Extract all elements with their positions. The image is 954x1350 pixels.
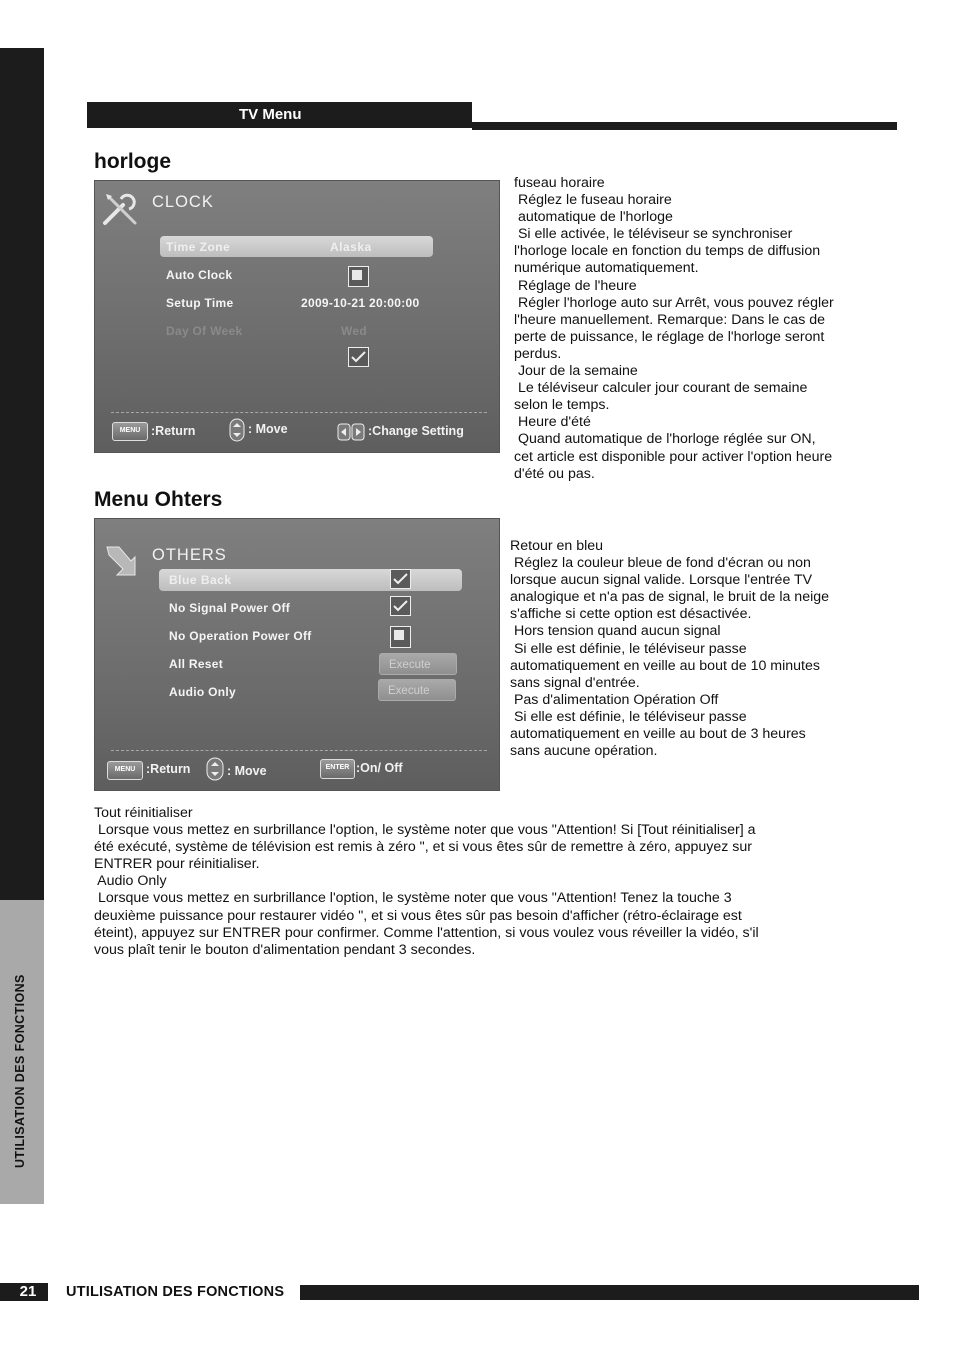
blue-back-row[interactable] [159,569,462,591]
time-zone-row[interactable] [160,236,433,257]
clock-description-line: l'heure manuellement. Remarque: Dans le cas de [514,311,826,328]
others-description-line: s'affiche si cette option est désactivée. [510,606,752,623]
reset-audio-description-line: deuxième puissance pour restaurer vidéo ", et si vous êtes sûr pas besoin d'afficher (rétro-éclairage est [94,907,742,924]
clock-description-line: perdus. [514,345,562,362]
reset-audio-description-line: été exécuté, système de télévision est remis à zéro ", et si vous êtes sûr de remettre à zéro, appuyez sur [94,839,752,856]
clock-description-line: numérique automatiquement. [514,260,699,277]
blue-back-label: Blue Back [169,573,232,587]
clock-description-line: cet article est disponible pour activer l'option heure [514,448,833,465]
all-reset-execute-button[interactable]: Execute [379,653,457,675]
sidebar-vertical-label: UTILISATION DES FONCTIONS [13,974,27,1168]
others-description-line: automatiquement en veille au bout de 10 minutes [510,657,820,674]
footer-title: UTILISATION DES FONCTIONS [66,1284,285,1300]
others-move-hint: : Move [227,764,267,778]
clock-description [514,175,834,483]
setup-time-value[interactable]: 2009-10-21 20:00:00 [301,296,420,310]
sidebar-dark-band [0,48,44,900]
audio-only-execute-button[interactable]: Execute [378,679,456,701]
clock-description-line: Réglage de l'heure [514,277,637,294]
others-description-line: Pas d'alimentation Opération Off [510,691,719,708]
others-description-line: Hors tension quand aucun signal [510,623,721,640]
clock-description-line: fuseau horaire [514,175,605,191]
clock-footer-divider [111,412,487,413]
others-description-line: Réglez la couleur bleue de fond d'écran ou non [510,555,811,572]
others-description-line: lorsque aucun signal valide. Lorsque l'entrée TV [510,572,813,589]
clock-change-hint: :Change Setting [368,424,464,438]
others-description [510,538,829,760]
others-description-line: sans signal d'entrée. [510,674,640,691]
enter-key-icon: ENTER [320,759,355,779]
clock-menu-title: CLOCK [152,193,214,211]
clock-description-line: automatique de l'horloge [514,209,673,226]
updown-key-icon [229,418,245,447]
others-description-line: Si elle est définie, le téléviseur passe [510,708,747,725]
others-menu-title: OTHERS [152,546,227,564]
reset-audio-description-line: Lorsque vous mettez en surbrillance l'option, le système noter que vous "Attention! Si [Tout réinitialiser] a [94,822,756,839]
time-zone-label: Time Zone [166,240,231,254]
clock-description-line: selon le temps. [514,397,610,414]
clock-return-hint: :Return [151,424,196,438]
page-number: 21 [0,1283,48,1301]
reset-audio-description-line: éteint), appuyez sur ENTRER pour confirmer. Comme l'attention, si vous voulez vous réveiller la vidéo, s'il [94,924,759,941]
others-description-line: sans aucune opération. [510,743,658,760]
clock-description-line: Heure d'été [514,414,591,431]
clock-menu-screen [94,180,500,453]
audio-only-label: Audio Only [169,685,236,699]
clock-description-line: Réglez le fuseau horaire [514,192,672,209]
no-operation-power-off-label: No Operation Power Off [169,629,312,643]
clock-heading: horloge [94,150,171,173]
day-of-week-value: Wed [341,324,368,338]
updown-key-icon [206,757,224,786]
clock-description-line: Le téléviseur calculer jour courant de semaine [514,380,808,397]
menu-key-icon: MENU [112,422,148,441]
menu-key-icon: MENU [107,761,143,780]
no-operation-power-off-checkbox[interactable] [390,626,411,648]
others-description-line: Si elle est définie, le téléviseur passe [510,640,747,657]
daylight-saving-checkbox[interactable] [348,347,369,367]
others-arrow-icon [105,543,139,584]
reset-audio-description-line: Tout réinitialiser [94,805,193,821]
header-tab [87,102,472,128]
footer-rule [300,1285,919,1300]
others-description-line: automatiquement en veille au bout de 3 heures [510,726,806,743]
reset-audio-description-line: ENTRER pour réinitialiser. [94,856,260,873]
others-menu-screen [94,518,500,791]
others-heading: Menu Ohters [94,488,223,511]
no-signal-power-off-label: No Signal Power Off [169,601,291,615]
clock-description-line: Jour de la semaine [514,363,638,380]
reset-audio-description [94,805,759,959]
clock-description-line: Quand automatique de l'horloge réglée sur ON, [514,431,816,448]
others-description-line: analogique et n'a pas de signal, le bruit de la neige [510,589,830,606]
day-of-week-label: Day Of Week [166,324,243,338]
setup-time-label: Setup Time [166,296,234,310]
others-onoff-hint: :On/ Off [356,761,403,775]
reset-audio-description-line: vous plaît tenir le bouton d'alimentation pendant 3 secondes. [94,941,476,958]
clock-description-line: Si elle activée, le téléviseur se synchroniser [514,226,793,243]
no-signal-power-off-checkbox[interactable] [390,596,411,616]
clock-description-line: d'été ou pas. [514,465,595,482]
others-footer-divider [111,750,487,751]
tools-icon [101,189,141,234]
others-return-hint: :Return [146,762,191,776]
others-description-line: Retour en bleu [510,538,604,554]
header-rule [472,122,897,130]
reset-audio-description-line: Audio Only [94,873,167,890]
clock-description-line: l'horloge locale en fonction du temps de diffusion [514,243,821,260]
auto-clock-checkbox[interactable] [348,266,369,287]
time-zone-value: Alaska [330,240,372,254]
clock-description-line: Régler l'horloge auto sur Arrêt, vous pouvez régler [514,294,834,311]
clock-move-hint: : Move [248,422,288,436]
auto-clock-label: Auto Clock [166,268,233,282]
header-tab-label: TV Menu [239,106,302,123]
clock-description-line: perte de puissance, le réglage de l'horloge seront [514,328,825,345]
blue-back-checkbox[interactable] [390,569,411,589]
leftright-key-icon [337,423,365,446]
reset-audio-description-line: Lorsque vous mettez en surbrillance l'option, le système noter que vous "Attention! Tenez la touche 3 [94,890,732,907]
all-reset-label: All Reset [169,657,224,671]
